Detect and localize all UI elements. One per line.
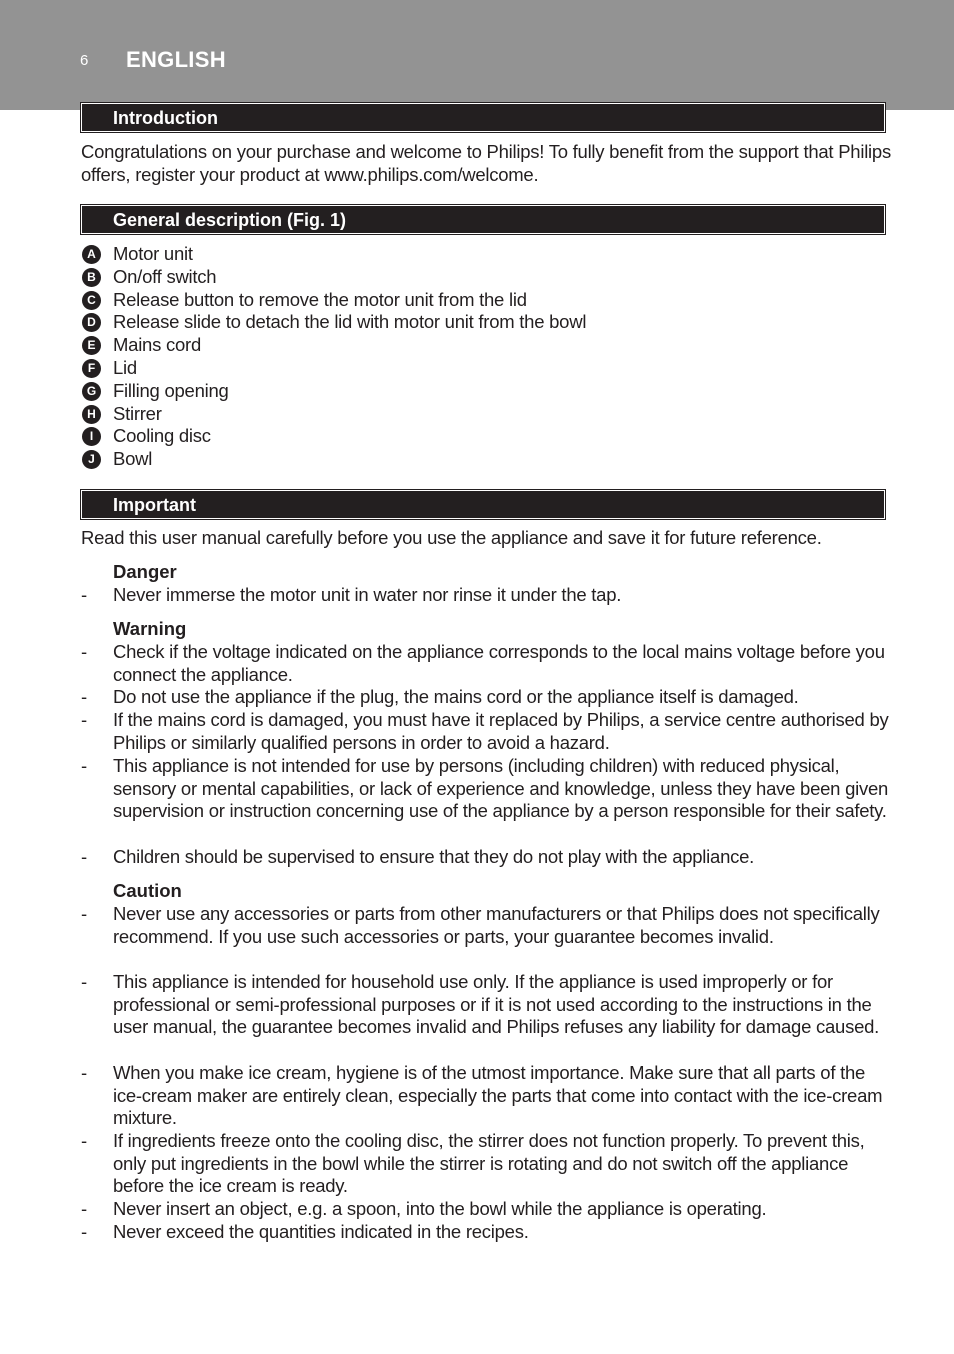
bullet-text: If the mains cord is damaged, you must have it replaced by Philips, a service centre authorised by Philips or similarly qualified persons in order to avoid a hazard. bbox=[113, 709, 889, 753]
list-item bbox=[81, 425, 861, 448]
bullet-text: Do not use the appliance if the plug, the mains cord or the appliance itself is damaged. bbox=[113, 686, 799, 707]
letter-badge: I bbox=[82, 427, 101, 446]
bullet-text: Children should be supervised to ensure that they do not play with the appliance. bbox=[113, 846, 755, 867]
important-intro: Read this user manual carefully before you use the appliance and save it for future reference. bbox=[81, 527, 822, 548]
part-label: Cooling disc bbox=[113, 425, 211, 447]
bullet-text: Never insert an object, e.g. a spoon, into the bowl while the appliance is operating. bbox=[113, 1198, 767, 1219]
part-label: Lid bbox=[113, 356, 137, 378]
part-label: On/off switch bbox=[113, 265, 217, 287]
letter-badge: G bbox=[82, 382, 101, 401]
letter-badge: A bbox=[82, 245, 101, 264]
bullet-text: Check if the voltage indicated on the appliance corresponds to the local mains voltage before you connect the appliance. bbox=[113, 641, 885, 685]
section-bar-general-description bbox=[81, 205, 885, 234]
introduction-body: Congratulations on your purchase and welcome to Philips! To fully benefit from the support that Philips offers, register your product at www.philips.com/welcome. bbox=[81, 141, 891, 185]
part-label: Stirrer bbox=[113, 402, 162, 424]
bullet-dash: - bbox=[81, 903, 88, 924]
section-title: General description (Fig. 1) bbox=[113, 210, 347, 230]
list-item bbox=[81, 357, 861, 380]
letter-badge: E bbox=[82, 336, 101, 355]
bullet-text: Never exceed the quantities indicated in the recipes. bbox=[113, 1221, 529, 1242]
part-label: Release slide to detach the lid with motor unit from the bowl bbox=[113, 311, 587, 333]
bullet-dash: - bbox=[81, 846, 88, 867]
bullet-text: This appliance is not intended for use by persons (including children) with reduced physical, sensory or mental capabilities, or lack of experience and knowledge, unless they have been given supervision or instruction concerning use of the appliance by a person responsible for their safety. bbox=[113, 755, 889, 822]
section-title: Introduction bbox=[113, 108, 218, 128]
letter-badge: B bbox=[82, 268, 101, 287]
list-item bbox=[81, 334, 861, 357]
letter-badge: H bbox=[82, 405, 101, 424]
section-bar-important bbox=[81, 490, 885, 519]
bullet-text: Never immerse the motor unit in water nor rinse it under the tap. bbox=[113, 584, 622, 605]
bullet-text: This appliance is intended for household use only. If the appliance is used improperly or for professional or semi-professional purposes or if it is not used according to the instructions in the user manual, the guarantee becomes invalid and Philips refuses any liability for damage caused. bbox=[113, 971, 880, 1038]
bullet-dash: - bbox=[81, 1221, 88, 1242]
bullet-dash: - bbox=[81, 1130, 88, 1151]
bullet-dash: - bbox=[81, 584, 88, 605]
letter-badge: J bbox=[82, 450, 101, 469]
list-item bbox=[81, 289, 861, 312]
list-item bbox=[81, 266, 861, 289]
section-title: Important bbox=[113, 495, 196, 515]
parts-list bbox=[81, 243, 861, 471]
list-item bbox=[81, 448, 861, 471]
part-label: Mains cord bbox=[113, 334, 201, 356]
bullet-dash: - bbox=[81, 641, 88, 662]
list-item bbox=[81, 311, 861, 334]
warning-heading: Warning bbox=[113, 618, 187, 639]
danger-heading: Danger bbox=[113, 561, 177, 582]
list-item bbox=[81, 243, 861, 266]
letter-badge: D bbox=[82, 313, 101, 332]
part-label: Release button to remove the motor unit from the lid bbox=[113, 288, 527, 310]
part-label: Bowl bbox=[113, 448, 153, 470]
bullet-dash: - bbox=[81, 686, 88, 707]
bullet-dash: - bbox=[81, 971, 88, 992]
bullet-dash: - bbox=[81, 755, 88, 776]
part-label: Motor unit bbox=[113, 243, 193, 264]
letter-badge: C bbox=[82, 291, 101, 310]
bullet-text: When you make ice cream, hygiene is of the utmost importance. Make sure that all parts of the ice-cream maker are entirely clean, especially the parts that come into contact with the ice-cream mixture. bbox=[113, 1062, 883, 1129]
list-item bbox=[81, 403, 861, 426]
list-item bbox=[81, 380, 861, 403]
language-heading: ENGLISH bbox=[126, 47, 226, 72]
bullet-dash: - bbox=[81, 1062, 88, 1083]
bullet-text: Never use any accessories or parts from other manufacturers or that Philips does not specifically recommend. If you use such accessories or parts, your guarantee becomes invalid. bbox=[113, 903, 880, 947]
bullet-dash: - bbox=[81, 1198, 88, 1219]
letter-badge: F bbox=[82, 359, 101, 378]
section-bar-introduction bbox=[81, 103, 885, 132]
caution-heading: Caution bbox=[113, 880, 182, 901]
bullet-text: If ingredients freeze onto the cooling disc, the stirrer does not function properly. To prevent this, only put ingredients in the bowl while the stirrer is rotating and do not switch off the appliance before the ice cream is ready. bbox=[113, 1130, 865, 1197]
page-number: 6 bbox=[80, 52, 89, 69]
bullet-dash: - bbox=[81, 709, 88, 730]
part-label: Filling opening bbox=[113, 379, 229, 401]
